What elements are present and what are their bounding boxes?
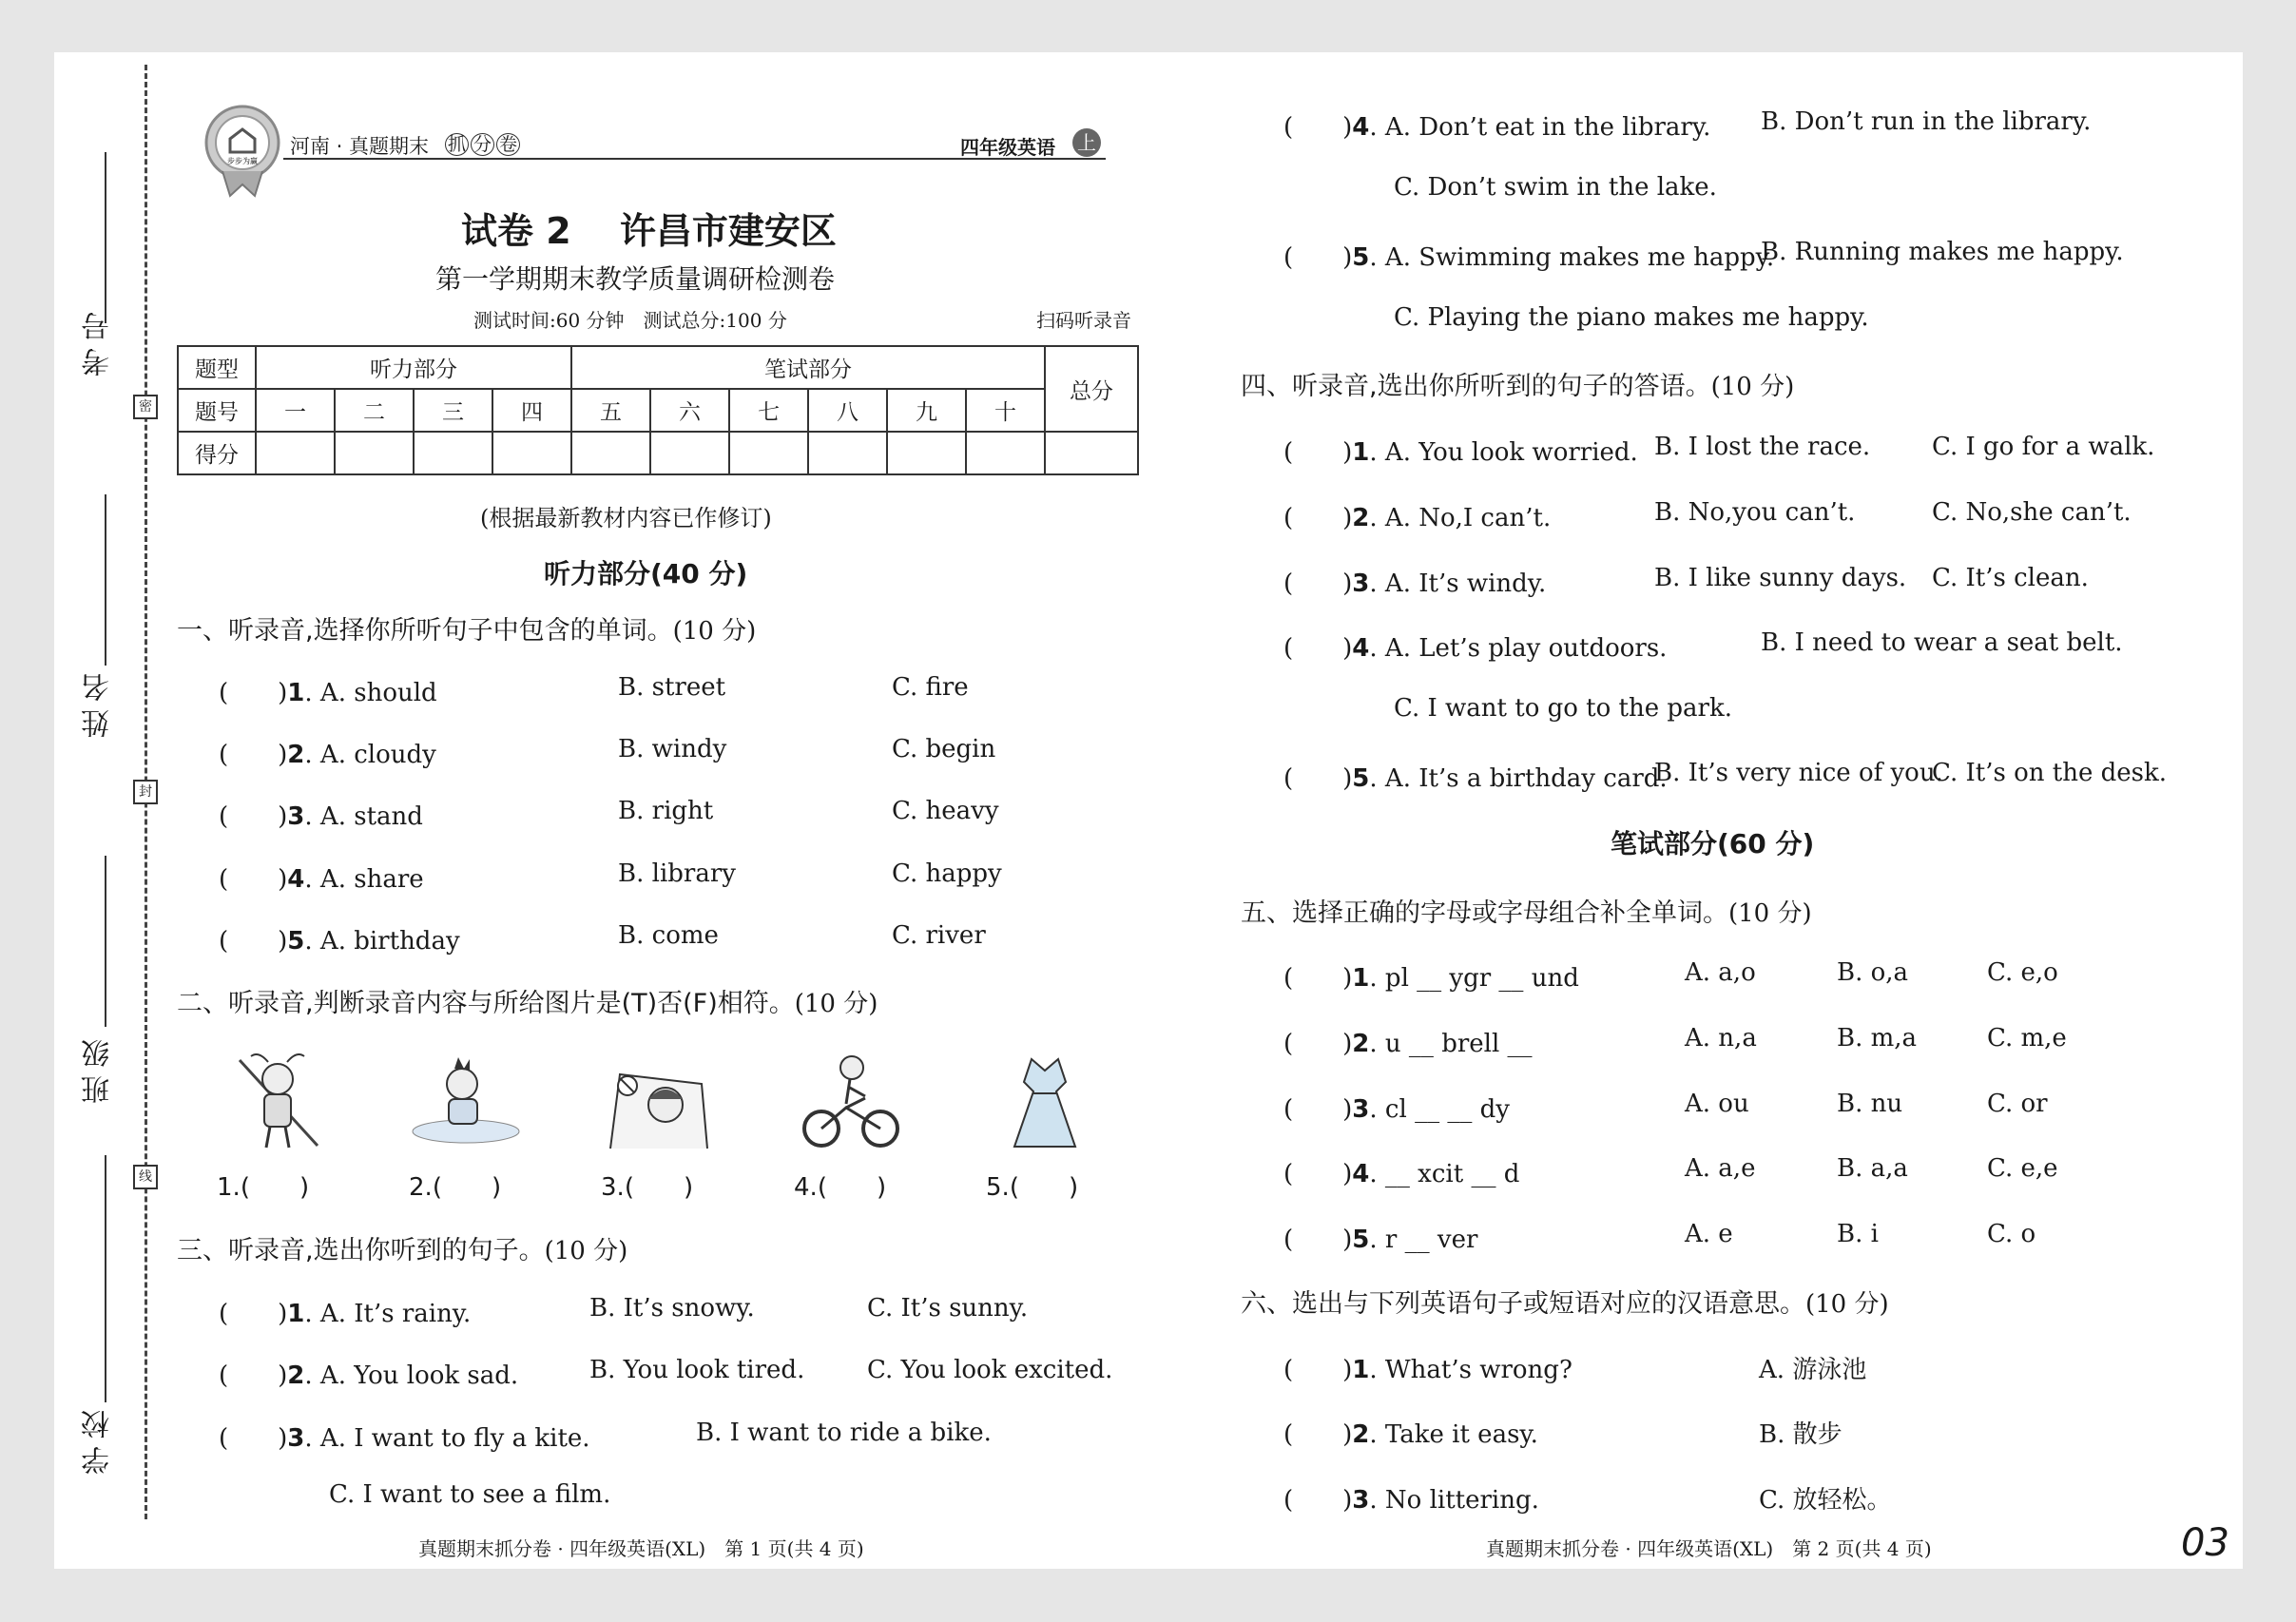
s3-q5-option-c: C. Playing the piano makes me happy. bbox=[1394, 303, 1869, 332]
score-table-num: 六 bbox=[650, 389, 729, 432]
s3-q4-option-c: C. Don’t swim in the lake. bbox=[1394, 173, 1717, 202]
s4-q3: ( )3. A. It’s windy. bbox=[1283, 570, 1547, 598]
s1-q5-option-b: B. come bbox=[618, 921, 719, 950]
score-table-listening: 听力部分 bbox=[256, 346, 571, 389]
s3-q3: ( )3. A. I want to fly a kite. bbox=[219, 1424, 590, 1453]
boy-bicycle-icon bbox=[799, 1051, 903, 1151]
seal-mark-xian: 线 bbox=[133, 1165, 158, 1189]
s6-option-c: C. 放轻松。 bbox=[1759, 1486, 1892, 1515]
series-name: 河南 · 真题期末 bbox=[290, 135, 430, 158]
score-table-num: 三 bbox=[414, 389, 492, 432]
s3-q4: ( )4. A. Don’t eat in the library. bbox=[1283, 113, 1711, 142]
s2-answer-5[interactable]: 5.( ) bbox=[986, 1173, 1079, 1202]
s6-option-b: B. 散步 bbox=[1759, 1420, 1843, 1449]
s4-q3-option-c: C. It’s clean. bbox=[1932, 564, 2089, 592]
s4-q1-option-b: B. I lost the race. bbox=[1654, 433, 1871, 461]
child-snow-icon bbox=[409, 1055, 523, 1147]
s1-q2-option-b: B. windy bbox=[618, 735, 727, 763]
s4-q3-option-b: B. I like sunny days. bbox=[1654, 564, 1907, 592]
score-table-num: 十 bbox=[966, 389, 1045, 432]
score-table-num: 二 bbox=[335, 389, 414, 432]
s1-q3-option-b: B. right bbox=[618, 797, 714, 825]
s5-q3-option-b: B. nu bbox=[1837, 1090, 1903, 1118]
s6-q2: ( )2. Take it easy. bbox=[1283, 1420, 1538, 1449]
score-table-writing: 笔试部分 bbox=[571, 346, 1045, 389]
score-table-total: 总分 bbox=[1045, 346, 1138, 432]
s4-q5: ( )5. A. It’s a birthday card. bbox=[1283, 764, 1668, 793]
s1-q1-option-b: B. street bbox=[618, 673, 726, 702]
s6-q1: ( )1. What’s wrong? bbox=[1283, 1356, 1572, 1384]
footer-right: 真题期末抓分卷 · 四年级英语(XL) 第 2 页(共 4 页) bbox=[1486, 1537, 1932, 1560]
listening-heading: 听力部分(40 分) bbox=[544, 558, 748, 589]
s1-q1-option-c: C. fire bbox=[892, 673, 969, 702]
s3-q2: ( )2. A. You look sad. bbox=[219, 1361, 519, 1390]
s4-q5-option-c: C. It’s on the desk. bbox=[1932, 759, 2167, 787]
score-table-type-label: 题型 bbox=[178, 346, 256, 389]
s5-q5-option-a: A. e bbox=[1685, 1220, 1733, 1248]
score-cell[interactable] bbox=[650, 432, 729, 474]
s5-q5: ( )5. r __ ver bbox=[1283, 1226, 1478, 1254]
footer-left: 真题期末抓分卷 · 四年级英语(XL) 第 1 页(共 4 页) bbox=[418, 1537, 864, 1560]
s1-q4-option-c: C. happy bbox=[892, 859, 1002, 888]
s1-q5: ( )5. A. birthday bbox=[219, 927, 460, 956]
s3-q5: ( )5. A. Swimming makes me happy. bbox=[1283, 243, 1775, 272]
exam-number-write-line bbox=[105, 152, 106, 323]
score-table-num: 五 bbox=[571, 389, 650, 432]
margin-label-exam-number: 考号 bbox=[82, 304, 115, 377]
s2-answer-2[interactable]: 2.( ) bbox=[409, 1173, 502, 1202]
score-table-num: 一 bbox=[256, 389, 335, 432]
s5-q1-option-b: B. o,a bbox=[1837, 958, 1909, 987]
s1-q1: ( )1. A. should bbox=[219, 679, 437, 707]
s2-answer-3[interactable]: 3.( ) bbox=[601, 1173, 694, 1202]
score-table-score-label: 得分 bbox=[178, 432, 256, 474]
svg-text:步步为赢: 步步为赢 bbox=[227, 157, 258, 165]
s3-q1: ( )1. A. It’s rainy. bbox=[219, 1300, 472, 1328]
s6-option-a: A. 游泳池 bbox=[1759, 1356, 1867, 1384]
s4-q1: ( )1. A. You look worried. bbox=[1283, 438, 1638, 467]
s5-q4-option-b: B. a,a bbox=[1837, 1154, 1908, 1183]
s3-q2-option-b: B. You look tired. bbox=[589, 1356, 805, 1384]
s1-q4: ( )4. A. share bbox=[219, 865, 424, 894]
score-table bbox=[177, 345, 1139, 475]
revision-note: (根据最新教材内容已作修订) bbox=[480, 505, 772, 531]
s5-q3-option-a: A. ou bbox=[1685, 1090, 1749, 1118]
s4-q4-option-c: C. I want to go to the park. bbox=[1394, 694, 1732, 723]
s5-q2-option-a: A. n,a bbox=[1685, 1024, 1757, 1052]
s1-q3: ( )3. A. stand bbox=[219, 802, 423, 831]
score-cell[interactable] bbox=[335, 432, 414, 474]
boy-car-window-icon bbox=[607, 1055, 711, 1150]
score-cell[interactable] bbox=[729, 432, 808, 474]
margin-label-school: 学校 bbox=[82, 1402, 115, 1475]
section-6-title: 六、选出与下列英语句子或短语对应的汉语意思。(10 分) bbox=[1241, 1289, 1889, 1319]
s1-q5-option-c: C. river bbox=[892, 921, 986, 950]
dress-icon bbox=[1003, 1055, 1087, 1152]
score-cell[interactable] bbox=[492, 432, 571, 474]
s3-q1-option-b: B. It’s snowy. bbox=[589, 1294, 755, 1323]
score-cell[interactable] bbox=[571, 432, 650, 474]
seal-mark-mi: 密 bbox=[133, 395, 158, 419]
s5-q1-option-a: A. a,o bbox=[1685, 958, 1756, 987]
score-cell-total[interactable] bbox=[1045, 432, 1138, 474]
section-1-title: 一、听录音,选择你所听句子中包含的单词。(10 分) bbox=[177, 616, 757, 646]
monkey-king-icon bbox=[230, 1051, 325, 1151]
section-4-title: 四、听录音,选出你所听到的句子的答语。(10 分) bbox=[1241, 372, 1795, 401]
s3-q3-option-c: C. I want to see a film. bbox=[329, 1480, 611, 1509]
score-table-num: 九 bbox=[887, 389, 966, 432]
s3-q2-option-c: C. You look excited. bbox=[867, 1356, 1113, 1384]
s5-q4: ( )4. __ xcit __ d bbox=[1283, 1160, 1520, 1188]
s5-q3: ( )3. cl __ __ dy bbox=[1283, 1095, 1510, 1124]
name-write-line bbox=[105, 494, 106, 666]
s5-q5-option-c: C. o bbox=[1987, 1220, 2036, 1248]
scan-audio-label: 扫码听录音 bbox=[1036, 309, 1131, 332]
s5-q2: ( )2. u __ brell __ bbox=[1283, 1030, 1533, 1058]
s5-q5-option-b: B. i bbox=[1837, 1220, 1879, 1248]
exam-meta: 测试时间:60 分钟 测试总分:100 分 bbox=[473, 309, 787, 332]
score-cell[interactable] bbox=[808, 432, 887, 474]
s4-q5-option-b: B. It’s very nice of you. bbox=[1654, 759, 1943, 787]
s1-q2: ( )2. A. cloudy bbox=[219, 741, 436, 769]
score-table-num: 七 bbox=[729, 389, 808, 432]
class-write-line bbox=[105, 856, 106, 1027]
s1-q2-option-c: C. begin bbox=[892, 735, 996, 763]
s3-q4-option-b: B. Don’t run in the library. bbox=[1761, 107, 2092, 136]
s5-q3-option-c: C. or bbox=[1987, 1090, 2048, 1118]
writing-heading: 笔试部分(60 分) bbox=[1611, 828, 1815, 859]
s1-q4-option-b: B. library bbox=[618, 859, 736, 888]
s5-q2-option-b: B. m,a bbox=[1837, 1024, 1918, 1052]
s2-answer-4[interactable]: 4.( ) bbox=[794, 1173, 887, 1202]
s5-q4-option-a: A. a,e bbox=[1685, 1154, 1756, 1183]
s6-q3: ( )3. No littering. bbox=[1283, 1486, 1539, 1515]
volume-badge: 上 bbox=[1072, 128, 1101, 157]
s4-q4-option-b: B. I need to wear a seat belt. bbox=[1761, 628, 2123, 657]
exam-subtitle: 第一学期期末教学质量调研检测卷 bbox=[435, 263, 836, 295]
brand-logo-icon bbox=[202, 103, 283, 198]
s5-q1: ( )1. pl __ ygr __ und bbox=[1283, 964, 1579, 993]
page-number: 03 bbox=[2181, 1521, 2229, 1565]
series-badge: 抓 分 卷 bbox=[445, 130, 520, 156]
s5-q2-option-c: C. m,e bbox=[1987, 1024, 2067, 1052]
s4-q2-option-b: B. No,you can’t. bbox=[1654, 498, 1856, 527]
score-cell[interactable] bbox=[966, 432, 1045, 474]
margin-label-name: 姓名 bbox=[82, 666, 115, 738]
s5-q4-option-c: C. e,e bbox=[1987, 1154, 2058, 1183]
score-cell[interactable] bbox=[414, 432, 492, 474]
s4-q1-option-c: C. I go for a walk. bbox=[1932, 433, 2155, 461]
section-2-title: 二、听录音,判断录音内容与所给图片是(T)否(F)相符。(10 分) bbox=[177, 989, 878, 1018]
s5-q1-option-c: C. e,o bbox=[1987, 958, 2058, 987]
s3-q3-option-b: B. I want to ride a bike. bbox=[696, 1419, 992, 1447]
margin-label-class: 班级 bbox=[82, 1032, 115, 1104]
section-5-title: 五、选择正确的字母或字母组合补全单词。(10 分) bbox=[1241, 898, 1812, 928]
grade-subject: 四年级英语 bbox=[960, 136, 1055, 159]
s4-q2-option-c: C. No,she can’t. bbox=[1932, 498, 2132, 527]
exam-title: 试卷 2 许昌市建安区 bbox=[461, 210, 837, 252]
score-cell[interactable] bbox=[887, 432, 966, 474]
s1-q3-option-c: C. heavy bbox=[892, 797, 999, 825]
s3-q5-option-b: B. Running makes me happy. bbox=[1761, 238, 2124, 266]
score-table-num: 四 bbox=[492, 389, 571, 432]
section-3-title: 三、听录音,选出你听到的句子。(10 分) bbox=[177, 1236, 628, 1265]
seal-mark-feng: 封 bbox=[133, 780, 158, 804]
s4-q4: ( )4. A. Let’s play outdoors. bbox=[1283, 634, 1668, 663]
school-write-line bbox=[105, 1155, 106, 1402]
s4-q2: ( )2. A. No,I can’t. bbox=[1283, 504, 1552, 532]
score-table-num: 八 bbox=[808, 389, 887, 432]
s3-q1-option-c: C. It’s sunny. bbox=[867, 1294, 1029, 1323]
score-table-num-label: 题号 bbox=[178, 389, 256, 432]
s2-answer-1[interactable]: 1.( ) bbox=[217, 1173, 310, 1202]
score-cell[interactable] bbox=[256, 432, 335, 474]
